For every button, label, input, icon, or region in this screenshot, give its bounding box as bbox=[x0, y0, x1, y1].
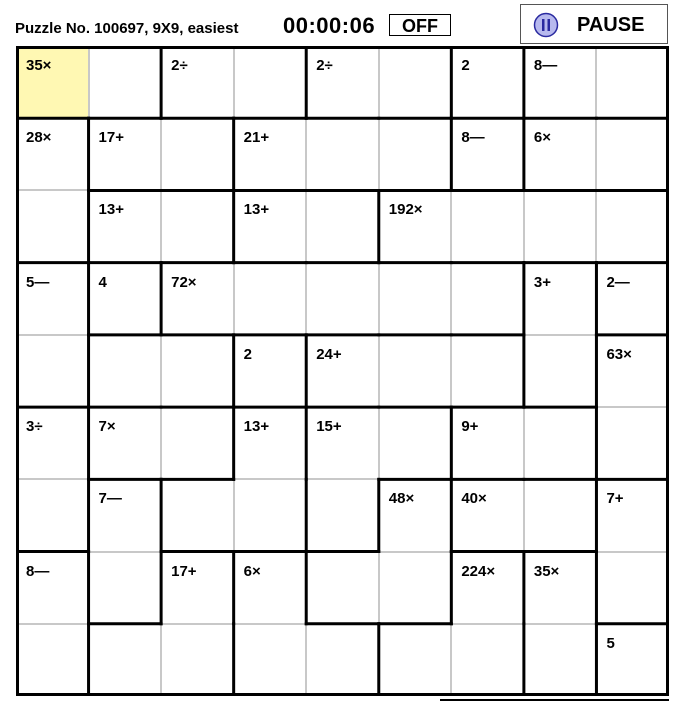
grid-cell[interactable] bbox=[451, 118, 524, 190]
grid-cell[interactable] bbox=[234, 624, 307, 696]
cage-clue: 13+ bbox=[243, 418, 270, 436]
grid-cell[interactable] bbox=[451, 190, 524, 262]
grid-cell[interactable] bbox=[89, 118, 162, 190]
grid-cell[interactable] bbox=[524, 263, 597, 335]
grid-cell[interactable] bbox=[451, 46, 524, 118]
grid-cell[interactable] bbox=[306, 118, 379, 190]
grid-cell[interactable] bbox=[379, 552, 452, 624]
grid-cell[interactable] bbox=[596, 263, 669, 335]
grid-cell[interactable] bbox=[16, 118, 89, 190]
grid-cell[interactable] bbox=[596, 552, 669, 624]
cage-clue: 3÷ bbox=[26, 418, 43, 436]
grid-cell[interactable] bbox=[379, 407, 452, 479]
grid-cell[interactable] bbox=[306, 479, 379, 551]
cage-clue: 40× bbox=[461, 490, 487, 508]
grid-cell[interactable] bbox=[161, 479, 234, 551]
cage-clue: 6× bbox=[243, 562, 261, 580]
grid-cell[interactable] bbox=[306, 407, 379, 479]
cage-clue: 21+ bbox=[243, 129, 270, 147]
grid-cell[interactable] bbox=[379, 479, 452, 551]
grid-cell[interactable] bbox=[524, 118, 597, 190]
puzzle-title: Puzzle No. 100697, 9X9, easiest bbox=[15, 20, 239, 37]
grid-cell[interactable] bbox=[161, 624, 234, 696]
cage-clue: 72× bbox=[171, 273, 197, 291]
cage-clue: 8— bbox=[26, 562, 50, 580]
grid-cell[interactable] bbox=[234, 335, 307, 407]
grid-cell[interactable] bbox=[524, 335, 597, 407]
cage-clue: 6× bbox=[533, 129, 551, 147]
grid-cell[interactable] bbox=[16, 479, 89, 551]
cage-clue: 3+ bbox=[533, 273, 551, 291]
cage-clue: 192× bbox=[388, 201, 423, 219]
grid-cell[interactable] bbox=[234, 407, 307, 479]
grid-cell[interactable] bbox=[379, 190, 452, 262]
pause-icon bbox=[533, 12, 559, 38]
grid-cell[interactable] bbox=[596, 407, 669, 479]
timer-toggle-button[interactable]: OFF bbox=[389, 14, 451, 36]
grid-cell[interactable] bbox=[451, 624, 524, 696]
grid-cell[interactable] bbox=[89, 263, 162, 335]
cage-clue: 13+ bbox=[98, 201, 124, 219]
grid-cell[interactable] bbox=[596, 46, 669, 118]
grid-cell[interactable] bbox=[16, 263, 89, 335]
grid-cell[interactable] bbox=[379, 118, 452, 190]
pause-icon-bar-right bbox=[548, 19, 551, 31]
grid-cell[interactable] bbox=[161, 407, 234, 479]
cage-clue: 2— bbox=[606, 273, 630, 291]
cage-clue: 2÷ bbox=[316, 57, 333, 74]
grid-cell[interactable] bbox=[16, 190, 89, 262]
grid-cell[interactable] bbox=[161, 552, 234, 624]
cage-clue: 48× bbox=[388, 490, 415, 508]
grid-cell[interactable] bbox=[234, 479, 307, 551]
footer-divider bbox=[440, 699, 669, 701]
pause-icon-bar-left bbox=[542, 19, 545, 31]
grid-cell[interactable] bbox=[89, 624, 162, 696]
cage-clue: 8— bbox=[461, 129, 485, 147]
pause-button[interactable] bbox=[520, 4, 668, 44]
cage-clue: 9+ bbox=[461, 418, 479, 436]
cage-clue: 2÷ bbox=[171, 57, 188, 74]
grid-cell[interactable] bbox=[379, 335, 452, 407]
cage-clue: 7+ bbox=[606, 490, 624, 508]
grid-cell[interactable] bbox=[596, 624, 669, 696]
grid-cell[interactable] bbox=[306, 46, 379, 118]
cage-clue: 2 bbox=[461, 57, 470, 74]
grid-cell[interactable] bbox=[451, 335, 524, 407]
grid-cell[interactable] bbox=[306, 190, 379, 262]
cage-clue: 24+ bbox=[316, 345, 342, 363]
pause-label: PAUSE bbox=[577, 14, 645, 36]
grid-cell[interactable] bbox=[306, 263, 379, 335]
cage-clue: 5 bbox=[606, 634, 615, 652]
cage-clue: 17+ bbox=[171, 562, 197, 580]
grid-cell[interactable] bbox=[379, 624, 452, 696]
grid-cell[interactable] bbox=[16, 552, 89, 624]
cage-clue: 28× bbox=[26, 129, 52, 147]
pause-icon-circle bbox=[535, 14, 558, 37]
grid-cell[interactable] bbox=[596, 335, 669, 407]
grid-cell[interactable] bbox=[89, 479, 162, 551]
grid-cell[interactable] bbox=[596, 118, 669, 190]
cage-clue: 63× bbox=[606, 345, 632, 363]
cage-clue: 7× bbox=[98, 418, 116, 436]
grid-cell[interactable] bbox=[524, 46, 597, 118]
cage-clue: 4 bbox=[98, 273, 107, 291]
grid-cell[interactable] bbox=[234, 552, 307, 624]
grid-cell[interactable] bbox=[451, 407, 524, 479]
timer-display: 00:00:06 bbox=[283, 13, 376, 38]
cage-clue: 35× bbox=[26, 57, 52, 74]
grid-cell[interactable] bbox=[306, 552, 379, 624]
grid-cell[interactable] bbox=[596, 479, 669, 551]
grid-cell[interactable] bbox=[89, 335, 162, 407]
cage-clue: 15+ bbox=[316, 418, 342, 436]
grid-cell[interactable] bbox=[161, 118, 234, 190]
grid-cell[interactable] bbox=[524, 624, 597, 696]
grid-cell[interactable] bbox=[524, 407, 597, 479]
cage-clue: 7— bbox=[98, 490, 122, 508]
cage-clue: 2 bbox=[243, 345, 252, 363]
grid-cell[interactable] bbox=[234, 190, 307, 262]
grid-cell[interactable] bbox=[379, 263, 452, 335]
cage-clue: 13+ bbox=[243, 201, 270, 219]
grid-cell[interactable] bbox=[89, 407, 162, 479]
grid-cell[interactable] bbox=[451, 479, 524, 551]
grid-cell[interactable] bbox=[16, 407, 89, 479]
grid-cell[interactable] bbox=[524, 552, 597, 624]
cage-clue: 35× bbox=[533, 562, 560, 580]
grid-cell[interactable] bbox=[161, 190, 234, 262]
grid-cell[interactable] bbox=[161, 46, 234, 118]
grid-cell[interactable] bbox=[16, 624, 89, 696]
grid-cell[interactable] bbox=[451, 552, 524, 624]
grid-cell[interactable] bbox=[16, 46, 89, 118]
grid-cell[interactable] bbox=[234, 46, 307, 118]
puzzle-header bbox=[0, 0, 686, 46]
grid-cell[interactable] bbox=[524, 479, 597, 551]
puzzle-board bbox=[16, 46, 669, 696]
grid-cell[interactable] bbox=[89, 552, 162, 624]
grid-cell[interactable] bbox=[89, 190, 162, 262]
cage-clue: 5— bbox=[26, 273, 50, 291]
grid-cell[interactable] bbox=[161, 263, 234, 335]
grid-cell[interactable] bbox=[306, 335, 379, 407]
grid-cell[interactable] bbox=[524, 190, 597, 262]
grid-cell[interactable] bbox=[16, 335, 89, 407]
grid-cell[interactable] bbox=[451, 263, 524, 335]
grid-cell[interactable] bbox=[596, 190, 669, 262]
grid-cell[interactable] bbox=[234, 263, 307, 335]
grid-cell[interactable] bbox=[89, 46, 162, 118]
grid-cell[interactable] bbox=[379, 46, 452, 118]
cage-clue: 8— bbox=[533, 57, 558, 74]
cage-clue: 224× bbox=[461, 562, 496, 580]
grid-cell[interactable] bbox=[234, 118, 307, 190]
grid-cell[interactable] bbox=[161, 335, 234, 407]
cage-clue: 17+ bbox=[98, 129, 124, 147]
grid-cell[interactable] bbox=[306, 624, 379, 696]
